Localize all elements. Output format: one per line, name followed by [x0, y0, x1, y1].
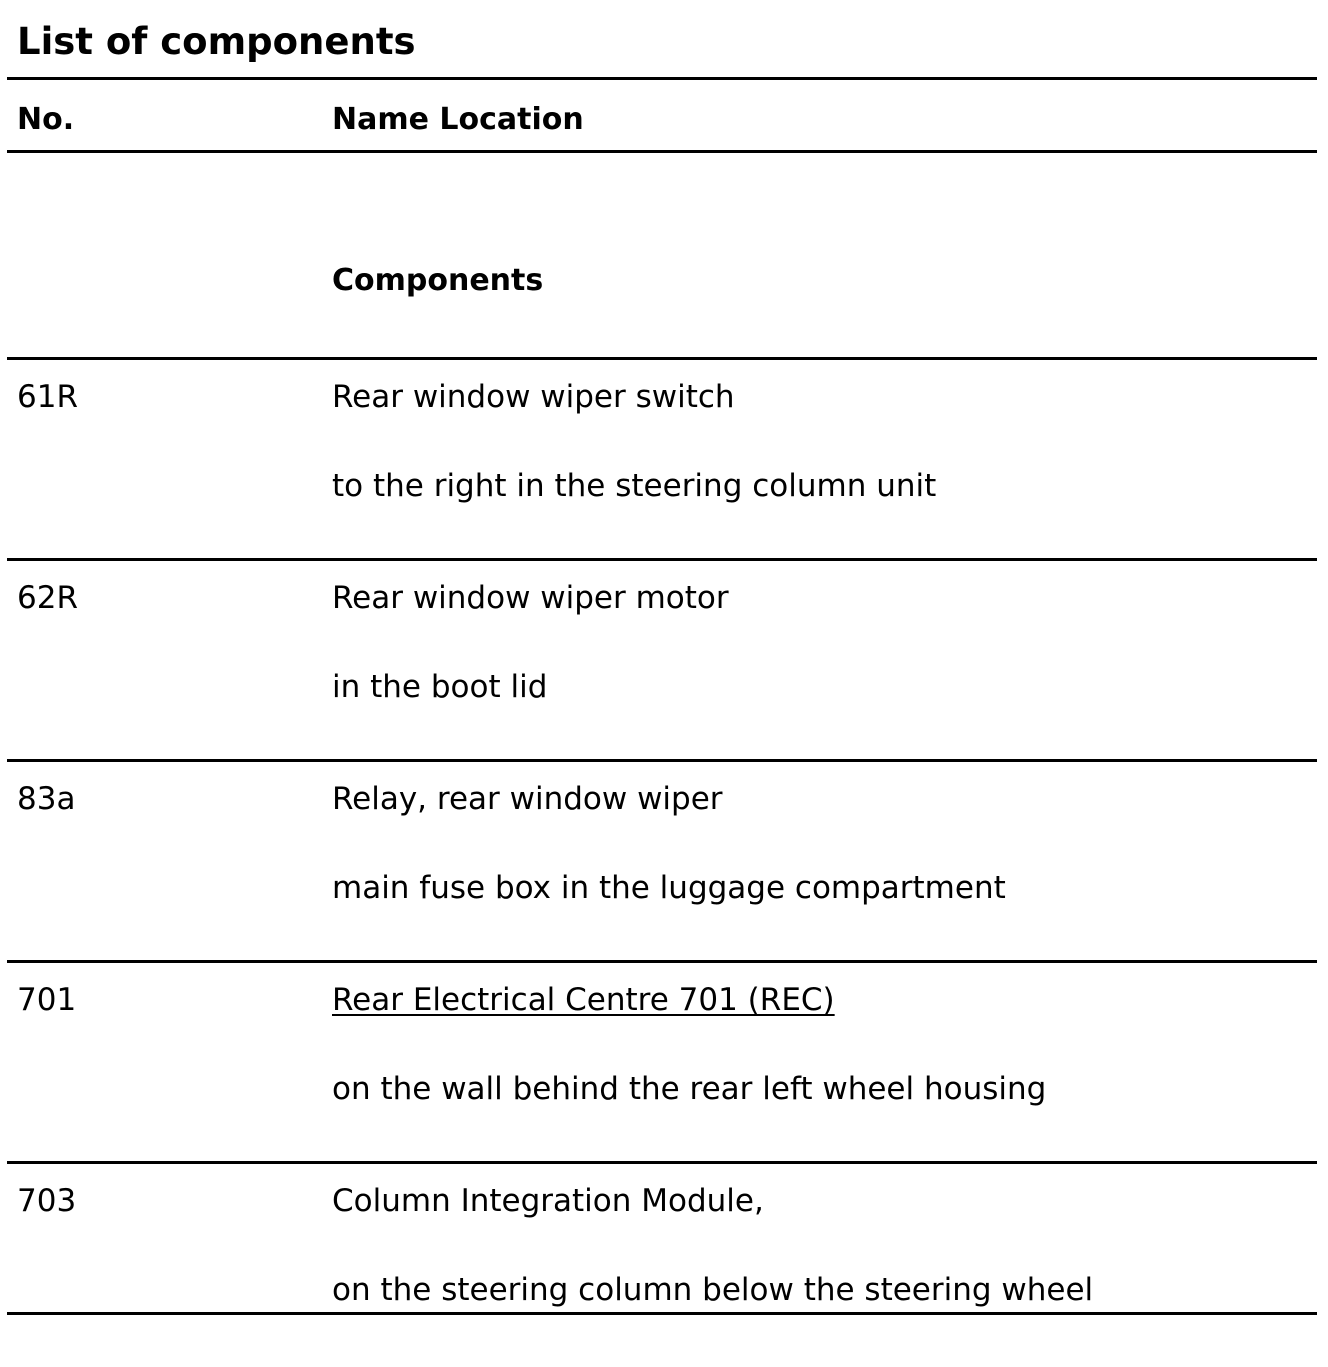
component-location: on the wall behind the rear left wheel housing — [332, 1071, 1047, 1107]
section-label-components: Components — [332, 263, 544, 298]
component-number: 61R — [17, 379, 78, 415]
row-divider — [7, 1161, 1317, 1164]
header-no: No. — [17, 102, 75, 137]
table-row — [0, 1167, 1328, 1367]
table-row — [0, 966, 1328, 1166]
table-bottom-rule — [7, 1312, 1317, 1315]
component-name: Relay, rear window wiper — [332, 781, 723, 817]
section-divider — [7, 357, 1317, 360]
header-divider — [7, 150, 1317, 153]
row-divider — [7, 759, 1317, 762]
component-number: 62R — [17, 580, 78, 616]
page-title: List of components — [17, 20, 416, 63]
component-name: Rear window wiper motor — [332, 580, 729, 616]
table-row — [0, 765, 1328, 965]
component-number: 83a — [17, 781, 76, 817]
component-name: Rear window wiper switch — [332, 379, 735, 415]
component-location: main fuse box in the luggage compartment — [332, 870, 1006, 906]
row-divider — [7, 960, 1317, 963]
component-number: 701 — [17, 982, 77, 1018]
table-row — [0, 363, 1328, 563]
header-name-location: Name Location — [332, 102, 584, 137]
table-row — [0, 564, 1328, 764]
row-divider — [7, 558, 1317, 561]
title-divider — [7, 77, 1317, 80]
component-location: on the steering column below the steering wheel — [332, 1272, 1094, 1308]
component-number: 703 — [17, 1183, 77, 1219]
component-location: in the boot lid — [332, 669, 548, 705]
component-name: Column Integration Module, — [332, 1183, 764, 1219]
rear-electrical-centre-link[interactable]: Rear Electrical Centre 701 (REC) — [332, 982, 835, 1018]
component-location: to the right in the steering column unit — [332, 468, 937, 504]
